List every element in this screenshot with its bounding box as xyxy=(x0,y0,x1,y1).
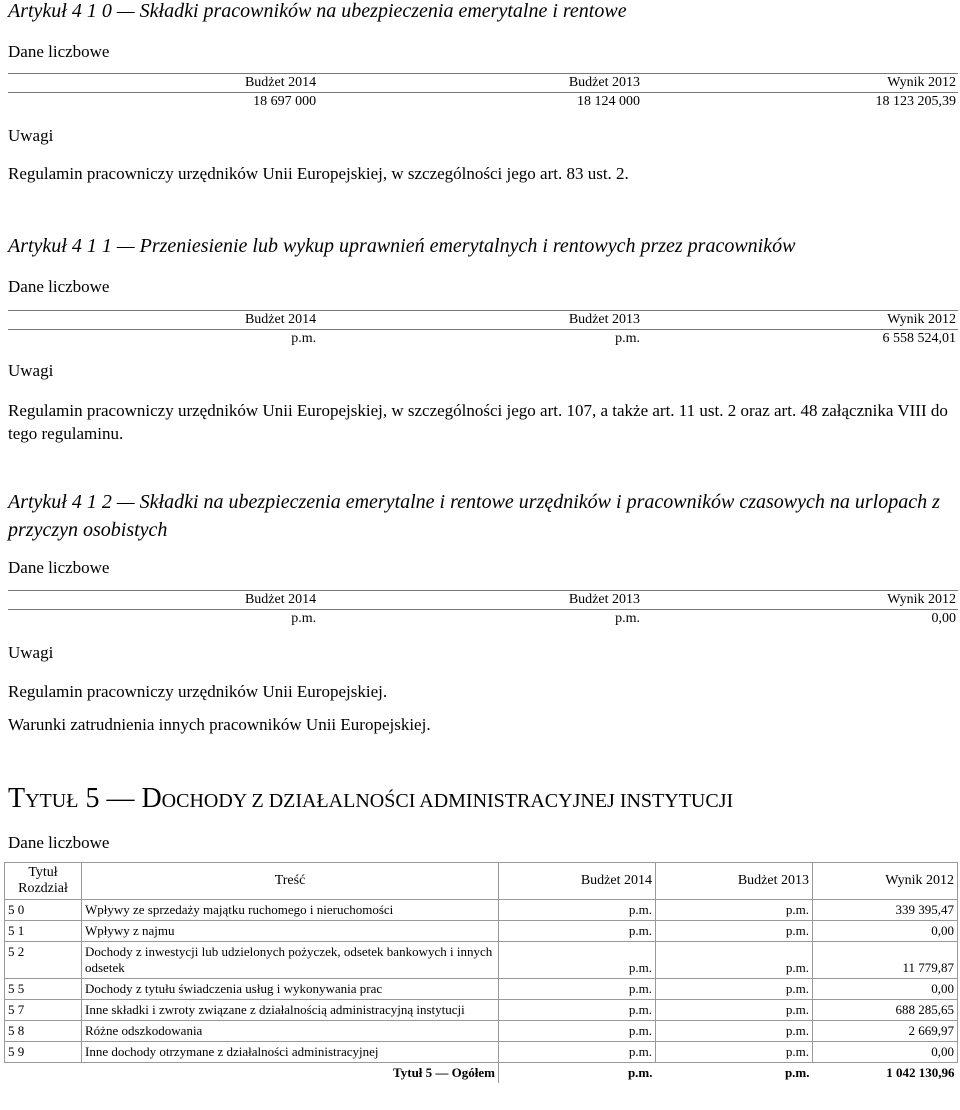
header-budzet-2013: Budżet 2013 xyxy=(318,311,642,330)
table-row xyxy=(5,921,958,942)
row-budzet-2014: p.m. xyxy=(499,1000,656,1021)
total-label: Tytuł 5 — Ogółem xyxy=(82,1063,499,1084)
row-description: Wpływy z najmu xyxy=(82,921,499,942)
row-wynik-2012: 2 669,97 xyxy=(813,1021,958,1042)
header-rozdzial: Rozdział xyxy=(18,881,68,896)
value-budzet-2014: p.m. xyxy=(291,611,317,626)
note-paragraph: Warunki zatrudnienia innych pracowników Unii Europejskiej. xyxy=(8,715,431,734)
uwagi-label: Uwagi xyxy=(8,361,54,380)
row-wynik-2012: 0,00 xyxy=(813,979,958,1000)
uwagi-label: Uwagi xyxy=(8,643,54,662)
row-wynik-2012: 0,00 xyxy=(813,921,958,942)
budget-table-411 xyxy=(8,310,958,348)
budget-table-410 xyxy=(8,73,958,111)
budget-header-row xyxy=(8,591,958,610)
row-budzet-2014: p.m. xyxy=(499,1042,656,1063)
budget-values-row xyxy=(8,610,958,629)
total-spacer xyxy=(5,1063,82,1084)
article-412-title: Artykuł 4 1 2 — Składki na ubezpieczenia emerytalne i rentowe urzędników i pracowników czasowych na urlopach z przyczyn osobistych xyxy=(8,491,940,541)
row-budzet-2013: p.m. xyxy=(656,1042,813,1063)
uwagi-label: Uwagi xyxy=(8,126,54,145)
row-code: 5 0 xyxy=(5,900,82,921)
header-wynik-2012: Wynik 2012 xyxy=(642,74,958,93)
table-row xyxy=(5,1000,958,1021)
header-budzet-2014: Budżet 2014 xyxy=(8,591,318,610)
row-budzet-2014: p.m. xyxy=(499,921,656,942)
table-row xyxy=(5,979,958,1000)
row-wynik-2012: 339 395,47 xyxy=(813,900,958,921)
header-tytul-rozdzial xyxy=(5,863,82,900)
value-budzet-2013: p.m. xyxy=(615,611,640,626)
row-description: Różne odszkodowania xyxy=(82,1021,499,1042)
row-budzet-2014: p.m. xyxy=(499,942,656,979)
budget-header-row xyxy=(8,74,958,93)
article-411-title: Artykuł 4 1 1 — Przeniesienie lub wykup uprawnień emerytalnych i rentowych przez pracowników xyxy=(8,235,796,257)
value-wynik-2012: 6 558 524,01 xyxy=(882,331,956,346)
row-budzet-2014: p.m. xyxy=(499,1021,656,1042)
table-row xyxy=(5,1021,958,1042)
dane-liczbowe-label: Dane liczbowe xyxy=(8,42,110,61)
row-budzet-2013: p.m. xyxy=(656,900,813,921)
header-tresc: Treść xyxy=(82,863,499,900)
row-wynik-2012: 0,00 xyxy=(813,1042,958,1063)
value-budzet-2013: 18 124 000 xyxy=(576,94,640,109)
row-wynik-2012: 688 285,65 xyxy=(813,1000,958,1021)
row-description: Inne składki i zwroty związane z działalnością administracyjną instytucji xyxy=(82,1000,499,1021)
total-wynik-2012: 1 042 130,96 xyxy=(886,1065,955,1080)
header-wynik-2012: Wynik 2012 xyxy=(642,311,958,330)
title-letter: D xyxy=(141,783,162,814)
budget-header-row xyxy=(8,311,958,330)
note-paragraph: Regulamin pracowniczy urzędników Unii Europejskiej, w szczególności jego art. 107, a także art. 11 ust. 2 oraz art. 48 załącznika VIII do tego regulaminu. xyxy=(8,401,948,443)
total-budzet-2014: p.m. xyxy=(627,1065,653,1080)
title-smallcaps: YTUŁ xyxy=(25,790,79,812)
row-budzet-2013: p.m. xyxy=(656,921,813,942)
title-letter: T xyxy=(8,783,26,814)
note-paragraph: Regulamin pracowniczy urzędników Unii Europejskiej, w szczególności jego art. 83 ust. 2. xyxy=(8,164,629,183)
row-budzet-2014: p.m. xyxy=(499,900,656,921)
budget-values-row xyxy=(8,330,958,349)
row-budzet-2014: p.m. xyxy=(499,979,656,1000)
header-budzet-2014: Budżet 2014 xyxy=(499,863,656,900)
budget-table-412 xyxy=(8,590,958,628)
value-budzet-2014: p.m. xyxy=(291,331,317,346)
row-code: 5 2 xyxy=(5,942,82,979)
row-code: 5 8 xyxy=(5,1021,82,1042)
table-row xyxy=(5,942,958,979)
row-wynik-2012: 11 779,87 xyxy=(813,942,958,979)
row-code: 5 5 xyxy=(5,979,82,1000)
row-description: Dochody z tytułu świadczenia usług i wykonywania prac xyxy=(82,979,499,1000)
value-budzet-2014: 18 697 000 xyxy=(253,94,317,109)
value-wynik-2012: 0,00 xyxy=(931,611,956,626)
dane-liczbowe-label: Dane liczbowe xyxy=(8,833,110,852)
row-budzet-2013: p.m. xyxy=(656,942,813,979)
title-number: 5 — xyxy=(85,783,135,814)
table-row xyxy=(5,1042,958,1063)
header-tytul: Tytuł xyxy=(28,865,58,880)
total-budzet-2013: p.m. xyxy=(784,1065,810,1080)
row-code: 5 9 xyxy=(5,1042,82,1063)
title-5-heading xyxy=(8,782,733,818)
header-wynik-2012: Wynik 2012 xyxy=(642,591,958,610)
value-wynik-2012: 18 123 205,39 xyxy=(875,94,956,109)
table-header-row xyxy=(5,863,958,900)
note-paragraph: Regulamin pracowniczy urzędników Unii Europejskiej. xyxy=(8,682,388,701)
row-description: Inne dochody otrzymane z działalności administracyjnej xyxy=(82,1042,499,1063)
title-5-table xyxy=(4,862,958,1083)
row-description: Wpływy ze sprzedaży majątku ruchomego i nieruchomości xyxy=(82,900,499,921)
article-410-title: Artykuł 4 1 0 — Składki pracowników na ubezpieczenia emerytalne i rentowe xyxy=(8,0,627,22)
row-budzet-2013: p.m. xyxy=(656,1000,813,1021)
header-budzet-2013: Budżet 2013 xyxy=(318,591,642,610)
header-budzet-2013: Budżet 2013 xyxy=(656,863,813,900)
header-budzet-2013: Budżet 2013 xyxy=(318,74,642,93)
total-row xyxy=(5,1063,958,1084)
row-description: Dochody z inwestycji lub udzielonych pożyczek, odsetek bankowych i innych odsetek xyxy=(82,942,499,979)
dane-liczbowe-label: Dane liczbowe xyxy=(8,277,110,296)
header-wynik-2012: Wynik 2012 xyxy=(813,863,958,900)
budget-values-row xyxy=(8,93,958,112)
table-row xyxy=(5,900,958,921)
row-code: 5 1 xyxy=(5,921,82,942)
header-budzet-2014: Budżet 2014 xyxy=(8,311,318,330)
row-budzet-2013: p.m. xyxy=(656,979,813,1000)
row-budzet-2013: p.m. xyxy=(656,1021,813,1042)
value-budzet-2013: p.m. xyxy=(615,331,640,346)
header-budzet-2014: Budżet 2014 xyxy=(8,74,318,93)
dane-liczbowe-label: Dane liczbowe xyxy=(8,558,110,577)
title-smallcaps: OCHODY Z DZIAŁALNOŚCI ADMINISTRACYJNEJ INSTYTUCJI xyxy=(161,790,734,812)
row-code: 5 7 xyxy=(5,1000,82,1021)
